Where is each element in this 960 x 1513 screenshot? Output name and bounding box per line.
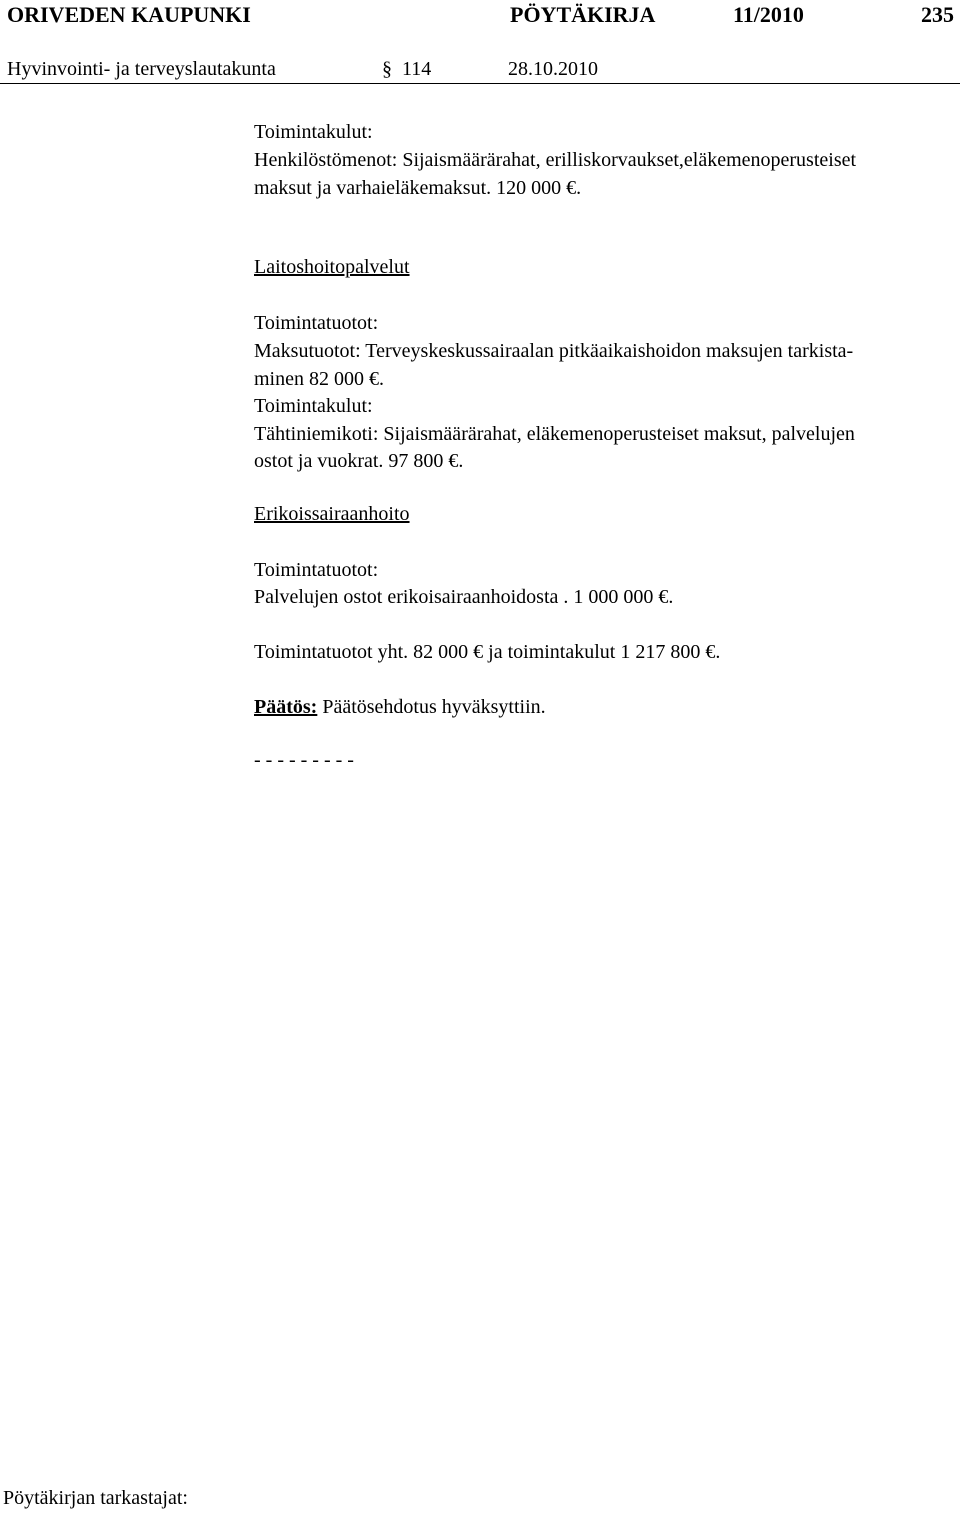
laitos-tuotot-heading: Toimintatuotot: <box>254 312 379 334</box>
section-symbol: § <box>382 58 392 80</box>
meeting-date: 28.10.2010 <box>508 58 598 80</box>
laitos-tuotot-line2: minen 82 000 €. <box>254 368 384 390</box>
laitos-kulut-heading: Toimintakulut: <box>254 395 373 417</box>
p1-line1: Henkilöstömenot: Sijaismäärärahat, erilliskorvaukset,eläkemenoperusteiset <box>254 149 857 171</box>
p1-heading: Toimintakulut: <box>254 121 373 143</box>
municipality-name: ORIVEDEN KAUPUNKI <box>7 2 251 27</box>
p1-line2: maksut ja varhaieläkemaksut. 120 000 €. <box>254 177 582 199</box>
header-rule <box>0 83 960 84</box>
erikois-title: Erikoissairaanhoito <box>254 503 410 525</box>
summary-line: Toimintatuotot yht. 82 000 € ja toimintakulut 1 217 800 €. <box>254 641 721 663</box>
document-number: 11/2010 <box>733 2 804 27</box>
erikois-tuotot-heading: Toimintatuotot: <box>254 559 379 581</box>
laitos-tuotot-line1: Maksutuotot: Terveyskeskussairaalan pitkäaikaishoidon maksujen tarkista- <box>254 340 854 362</box>
decision-label: Päätös: <box>254 696 318 718</box>
erikois-line: Palvelujen ostot erikoisairaanhoidosta . 1 000 000 €. <box>254 586 674 608</box>
decision-line <box>254 693 546 722</box>
laitos-title: Laitoshoitopalvelut <box>254 256 410 278</box>
document-type: PÖYTÄKIRJA <box>510 2 656 27</box>
footer-label: Pöytäkirjan tarkastajat: <box>3 1487 188 1509</box>
laitos-kulut-line2: ostot ja vuokrat. 97 800 €. <box>254 450 464 472</box>
section-number: 114 <box>402 58 432 80</box>
laitos-kulut-line1: Tähtiniemikoti: Sijaismäärärahat, eläkemenoperusteiset maksut, palvelujen <box>254 423 855 445</box>
separator-dashes: - - - - - - - - - <box>254 749 354 771</box>
board-name: Hyvinvointi- ja terveyslautakunta <box>7 58 276 80</box>
page-number: 235 <box>921 2 954 27</box>
decision-text: Päätösehdotus hyväksyttiin. <box>317 696 546 718</box>
